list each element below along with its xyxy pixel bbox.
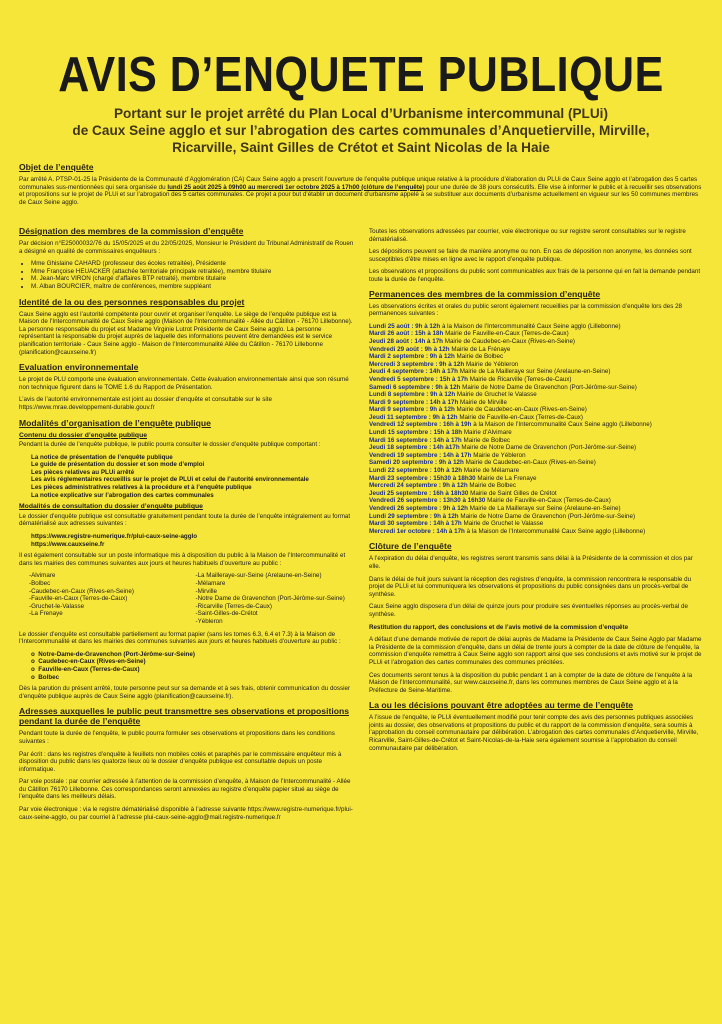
list-item: La notice explicative sur l’abrogation des cartes communales (31, 491, 214, 499)
right-intro-text: Les dépositions peuvent se faire de manière anonyme ou non. En cas de déposition non anonyme, les données sont susceptibles d’être mises en ligne avec le rapport d’enquête publique. (369, 248, 692, 263)
permanence-item (369, 475, 702, 483)
list-item: -Saint-Gilles-de-Crétot (195, 610, 258, 618)
permanence-location: Mairie de La Mailleraye sur Seine (Arelaune-en-Seine) (459, 368, 611, 376)
commission-members (19, 260, 356, 290)
permanence-location: Mairie de Caudebec-en-Caux (Rives-en-Seine) (444, 337, 576, 345)
objet-text: Par arrêté A. PTSP-01-25 la Présidente de la Communauté d’Agglomération (CA) Caux Seine agglo a prescrit l’ouverture de l’enquête publique unique relative à la procédure d’élaboration du PLUi de Caux Seine agglo et l’abrogation des 5 cartes communales sus-mentionnées qui sera organisée du lundi 25 août 2025 à 09h00 au mercredi 1er octobre 2025 à 17h00 (clôture de l’enquête) pour une durée de 38 jours consécutifs. Elle vise à informer le public et à recueillir ses observations et propositions sur le projet de PLUi et sur l’abrogation des 5 cartes communales. Ce projet a pour but d’établir un document d’urbanisme appelé à se substituer aux documents d’urbanisme actuellement en vigueur sur les 50 communes membres de Caux Seine agglo. (19, 176, 702, 206)
section-objet (19, 162, 702, 211)
page-title: AVIS D’ENQUETE PUBLIQUE (58, 47, 664, 103)
communes-right (196, 572, 357, 625)
list-item: • M. Alban BOURCIER, maître de conférences, membre suppléant (31, 283, 356, 291)
permanence-location: Mairie de Bolbec (456, 353, 504, 361)
permanence-date: Vendredi 12 septembre : 16h à 19h (369, 421, 472, 429)
permanence-date: Vendredi 29 août : 9h à 12h (369, 345, 450, 353)
section-evaluation (19, 362, 356, 411)
permanence-location: à la Maison de l’Intercommunalité Caux Seine agglo (Lillebonne) (473, 421, 652, 429)
section-modalites (19, 418, 356, 701)
permanence-location: Mairie de Fauville-en-Caux (Terres-de-Caux) (445, 330, 569, 338)
list-item: Les avis réglementaires recueillis sur le projet de PLUi et celui de l’autorité environnementale (31, 476, 309, 484)
permanence-date: Mardi 2 septembre : 9h à 12h (369, 353, 455, 361)
adresses-heading: Adresses auxquelles le public peut transmettre ses observations et propositions pendant la durée de l’enquête (19, 706, 350, 727)
permanence-date: Mercredi 3 septembre : 9h à 12h (369, 360, 465, 368)
adresses-electronique: Par voie électronique : via le registre dématérialisé disponible à l’adresse suivante https://www.registre-numerique.fr/plui-caux-seine-agglo, ou par courriel à l’adresse plui-caux-seine-agglo@mail.registre-numerique.fr (19, 806, 353, 821)
section-permanences (369, 289, 702, 536)
permanence-item (369, 384, 702, 392)
permanence-item (369, 429, 702, 437)
cloture-text: Ces documents seront tenus à la disposition du public pendant 1 an à compter de la date de clôture de l’enquête à la Maison de l’Intercommunalité, sur www.cauxseine.fr, dans les communes membres de Caux Seine agglo et à la Préfecture de Seine-Maritime. (369, 671, 693, 694)
decisions-text: A l’issue de l’enquête, le PLUi éventuellement modifié pour tenir compte des avis des personnes publiques associées joints au dossier, des observations et propositions du public et du rapport de la commission d’enquête, sera soumis à l’approbation du conseil communautaire par délibération. L’abrogation des cartes communales d’Anquetierville, Mirville, Ricarville, Saint-Gilles-de-Crétot et Saint-Nicolas-de-la-Haie sera également soumise à l’approbation du conseil communautaire par délibération. (369, 714, 699, 752)
url-list (19, 533, 356, 548)
permanence-location: à la Maison de l’Intercommunalité Caux Seine agglo (Lillebonne) (466, 527, 646, 535)
permanence-location: Mairie de Caudebec-en-Caux (Rives-en-Seine) (465, 459, 596, 467)
permanence-location: Mairie de Bolbec (469, 482, 516, 490)
permanence-date: Samedi 20 septembre : 9h à 12h (369, 459, 464, 467)
permanence-location: Mairie de La Frénaye (451, 345, 511, 353)
permanence-date: Lundi 8 septembre : 9h à 12h (369, 391, 456, 399)
subtitle (20, 105, 702, 156)
decisions-heading: La ou les décisions pouvant être adoptées au terme de l’enquête (369, 700, 634, 711)
list-item: -Fauville-en-Caux (Terres-de-Caux) (29, 595, 128, 603)
permanence-date: Vendredi 26 septembre : 9h à 12h (369, 505, 468, 512)
permanence-item (369, 444, 702, 452)
evaluation-heading: Evaluation environnementale (19, 362, 139, 373)
cloture-text: Caux Seine agglo disposera d’un délai de quinze jours pour produire ses éventuelles réponses au procès-verbal de synthèse. (369, 603, 688, 618)
list-item: -Alvimare (29, 572, 56, 580)
permanence-date: Jeudi 25 septembre : 16h à 18h30 (369, 489, 469, 497)
url-link[interactable]: https://www.cauxseine.fr (31, 540, 105, 548)
permanence-location: Mairie de Fauville-en-Caux (Terres-de-Caux) (459, 413, 583, 421)
commission-text: Par décision n°E25000032/76 du 15/05/2025 et du 22/05/2025, Monsieur le Président du Tribunal Administratif de Rouen a désigné en qualité de commissaires enquêteurs : (19, 240, 354, 255)
permanence-item (369, 330, 702, 338)
contenu-list (19, 454, 356, 500)
permanence-location: Mairie de Bolbec (463, 436, 511, 444)
permanence-item (369, 406, 702, 414)
list-item: -Mirville (195, 587, 218, 595)
permanence-item (369, 368, 702, 376)
permanence-date: Lundi 29 septembre : 9h à 12h (369, 512, 459, 520)
header (20, 47, 702, 156)
restitution-heading: Restitution du rapport, des conclusions et de l’avis motivé de la commission d’enquête (369, 623, 629, 631)
cloture-text: A défaut d’une demande motivée de report de délai auprès de Madame la Présidente de Caux Seine Agglo par Madame la Présidente de la commission d’enquête, dans un délai de trente jours à compter de la date de clôture de l’enquête, la commission d’enquête remettra à Caux Seine agglo son rapport ainsi que ses conclusions et avis motivé sur le projet de PLUi et l’abrogation des cartes communales des communes précitées. (369, 636, 702, 666)
permanence-location: à la Maison de l’Intercommunalité Caux Seine agglo (Lillebonne) (441, 322, 621, 330)
papier-list (19, 651, 356, 681)
permanence-date: Mardi 23 septembre : 15h30 à 18h30 (369, 474, 476, 482)
permanence-location: Mairie de Mirville (460, 398, 507, 406)
list-item: o Notre-Dame-de-Gravenchon (Port-Jérôme-sur-Seine) (31, 650, 195, 658)
permanence-location: Mairie de Fauville-en-Caux (Terres-de-Caux) (487, 497, 611, 505)
permanence-item (369, 399, 702, 407)
list-item: o Fauville-en-Caux (Terres-de-Caux) (31, 665, 140, 673)
permanence-date: Mercredi 1er octobre : 14h à 17h (369, 527, 465, 535)
permanence-item (369, 528, 702, 536)
permanence-date: Mardi 26 août : 15h à 18h (369, 330, 444, 338)
list-item: -Notre Dame de Gravenchon (Port-Jérôme-sur-Seine) (195, 595, 345, 603)
list-item: o Caudebec-en-Caux (Rives-en-Seine) (31, 658, 146, 666)
permanence-location: Mairie de Saint Gilles de Crétot (470, 489, 557, 497)
url-link[interactable]: https://www.registre-numerique.fr/plui-caux-seine-agglo (31, 533, 198, 541)
permanence-item (369, 482, 702, 490)
permanence-date: Vendredi 19 septembre : 14h à 17h (369, 451, 472, 459)
permanence-date: Vendredi 26 septembre : 13h30 à 16h30 (369, 497, 486, 505)
permanence-location: Mairie de Notre Dame de Gravenchon (Port-Jérôme-sur-Seine) (461, 444, 637, 452)
permanence-location: Mairie d’Alvimare (463, 429, 512, 437)
left-column (19, 226, 356, 827)
permanence-item (369, 391, 702, 399)
permanence-item (369, 421, 702, 429)
permanence-location: Mairie de Ricarville (Terres-de-Caux) (469, 375, 572, 383)
permanence-item (369, 520, 702, 528)
adresses-text: Pendant toute la durée de l’enquête, le public pourra formuler ses observations et propositions dans les conditions suivantes : (19, 730, 335, 745)
permanence-date: Mardi 9 septembre : 9h à 12h (369, 406, 455, 414)
list-item: -Bolbec (29, 580, 51, 587)
subtitle-line: de Caux Seine agglo et sur l’abrogation des cartes communales d’Anquetierville, Mirville, (72, 123, 650, 138)
list-item: o Bolbec (31, 673, 60, 681)
permanence-location: Mairie de Gruchet le Valasse (456, 391, 537, 399)
subtitle-line: Portant sur le projet arrêté du Plan Local d’Urbanisme intercommunal (PLUi) (113, 106, 608, 121)
list-item: Les pièces administratives relatives à la procédure et à l’enquête publique (31, 484, 252, 492)
permanence-item (369, 353, 702, 361)
list-item: -Mélamare (195, 580, 226, 587)
permanence-date: Jeudi 11 septembre : 9h à 12h (369, 413, 458, 421)
permanence-item (369, 323, 702, 331)
contenu-heading: Contenu du dossier d’enquête publique (19, 431, 148, 439)
contenu-text: Pendant la durée de l’enquête publique, le public pourra consulter le dossier d’enquête publique comportant : (19, 441, 321, 449)
permanence-item (369, 346, 702, 354)
right-intro-text: Les observations et propositions du public sont communicables aux frais de la personne qui en fait la demande pendant toute la durée de l’enquête. (369, 268, 701, 283)
permanence-item (369, 452, 702, 460)
permanence-date: Mercredi 24 septembre : 9h à 12h (369, 482, 468, 490)
commission-heading: Désignation des membres de la commission d’enquête (19, 226, 244, 236)
permanence-date: Jeudi 18 septembre : 14h à17h (369, 444, 460, 452)
consult-heading: Modalités de consultation du dossier d’enquête publique (19, 503, 203, 511)
section-cloture (369, 541, 702, 694)
communes-columns (29, 572, 356, 625)
list-item: -Gruchet-le-Valasse (29, 602, 85, 610)
right-column (369, 228, 702, 758)
permanence-location: Mairie de Yébleron (473, 451, 526, 459)
permanences-heading: Permanences des membres de la commission d’enquête (369, 288, 601, 299)
section-decisions (369, 700, 702, 752)
permanence-date: Lundi 22 septembre : 10h à 12h (369, 467, 463, 475)
identite-text: Caux Seine agglo est l’autorité compétente pour ouvrir et organiser l’enquête. Le siège de l’enquête publique est la Maison de l’Intercommunalité de Caux Seine agglo (Maison de l’Intercommunalité - Allée du Câtillon - 76170 Lillebonne). La personne responsable du projet est Madame Virginie Lutrot Présidente de Caux Seine agglo. La personne représentant la responsable du projet auprès de laquelle des informations peuvent être demandées est le service planification territoriale - Caux Seine agglo - Maison de l’Intercommunalité Allée du Câtillon - 76170 Lillebonne (planification@cauxseine.fr) (19, 310, 353, 356)
cloture-heading: Clôture de l’enquête (369, 541, 452, 552)
permanences-text: Les observations écrites et orales du public seront également recueillies par la commission d’enquête lors des 28 permanences suivantes : (369, 302, 683, 318)
permanence-date: Mardi 16 septembre : 14h à 17h (369, 436, 462, 444)
permanence-location: Mairie de Notre Dame de Gravenchon (Port-Jérôme-sur-Seine) (462, 383, 637, 391)
permanence-date: Mardi 30 septembre : 14h à 17h (369, 520, 462, 528)
permanence-location: Mairie de Yébleron (465, 360, 519, 368)
permanence-date: Jeudi 28 août : 14h à 17h (369, 337, 443, 345)
permanence-date: Lundi 25 août : 9h à 12h (369, 322, 441, 330)
permanence-item (369, 437, 702, 445)
permanence-date: Samedi 6 septembre : 9h à 12h (369, 383, 461, 391)
papier-text: Le dossier d’enquête est consultable partiellement au format papier (sans les tomes 6.3, 6.4 et 7.3) à la Maison de l’Intercommunalité et dans les mairies des communes suivantes aux jours et heures habituels d’ouverture au public : (19, 630, 341, 646)
cloture-text: Dans le délai de huit jours suivant la réception des registres d’enquête, la commission rencontrera le responsable du projet de PLUi et lui communiquera les observations et propositions du public consignées dans un procès-verbal de synthèse. (369, 575, 692, 598)
list-item: Le guide de présentation du dossier et son mode d’emploi (31, 461, 205, 469)
adresses-ecrit: Par écrit : dans les registres d’enquête à feuillets non mobiles cotés et paraphés par le commissaire enquêteur mis à disposition du public dans les quatorze lieux où le dossier d’enquête publique est consultable depuis un poste informatique. (19, 750, 342, 773)
list-item: • M. Jean-Marc VIRON (chargé d’affaires BTP retraité), membre titulaire (31, 275, 356, 283)
adresses-postale: Par voie postale : par courrier adressée à l’attention de la commission d’enquête, à Maison de l’Intercommunalité - Allée du Câtillon 76170 Lillebonne. Ces correspondances seront annexées au registre d’enquête papier situé au siège de l’enquête dans les meilleurs délais. (19, 778, 351, 801)
objet-heading: Objet de l’enquête (19, 162, 94, 172)
parution-text: Dès la parution du présent arrêté, toute personne peut sur sa demande et à ses frais, obtenir communication du dossier d’enquête publique auprès de Caux Seine agglo (planification@cauxseine.fr). (19, 685, 351, 700)
permanence-location: Mairie de Caudebec-en-Caux (Rives-en-Seine) (456, 406, 587, 414)
permanence-date: Jeudi 4 septembre : 14h à 17h (369, 368, 458, 376)
list-item: -Caudebec-en-Caux (Rives-en-Seine) (29, 587, 134, 595)
evaluation-text: Le projet de PLU comporte une évaluation environnementale. Cette évaluation environnementale ainsi que son résumé non technique figurent dans le TOME 1.6 du Rapport de Présentation. (19, 376, 349, 391)
permanence-item (369, 490, 702, 498)
list-item: -La Mailleraye-sur-Seine (Arelaune-en-Seine) (195, 572, 322, 580)
section-commission (19, 226, 356, 291)
permanences-list (369, 323, 702, 536)
permanence-item (369, 505, 702, 513)
list-item: -Ricarville (Terres-de-Caux) (195, 602, 272, 610)
poste-text: Il est également consultable sur un poste informatique mis à disposition du public à la Maison de l’Intercommunalité et dans les mairies des communes suivantes aux jours et heures habituels d’ouverture au public : (19, 552, 346, 567)
permanence-location: Mairie de Notre Dame de Gravenchon (Port-Jérôme-sur-Seine) (460, 512, 636, 520)
list-item: • Mme Ghislaine CAHARD (professeur des écoles retraitée), Présidente (31, 260, 356, 268)
identite-heading: Identité de la ou des personnes responsables du projet (19, 296, 245, 307)
permanence-location: Mairie de Gruchet le Valasse (463, 520, 544, 528)
objet-dates: lundi 25 août 2025 à 09h00 au mercredi 1er octobre 2025 à 17h00 (clôture de l’enquête) (167, 183, 425, 191)
permanence-location: Mairie de Mélamare (463, 467, 520, 475)
list-item: -La Frenaye (29, 610, 63, 618)
permanence-item (369, 338, 702, 346)
permanence-item (369, 459, 702, 467)
permanence-item (369, 414, 702, 422)
list-item: Les pièces relatives au PLUi arrêté (31, 468, 135, 476)
permanence-date: Lundi 15 septembre : 15h à 18h (369, 429, 463, 437)
list-item: • Mme Françoise HEUACKER (attachée territoriale principale retraitée), membre titulaire (31, 268, 356, 276)
list-item: -Yébleron (195, 617, 223, 625)
cloture-text: A l’expiration du délai d’enquête, les registres seront transmis sans délai à la Présidente de la commission et clos par elle. (369, 555, 693, 570)
permanence-item (369, 513, 702, 521)
evaluation-text: L’avis de l’autorité environnementale est joint au dossier d’enquête et consultable sur le site https://www.mrae.developpement-durable.gouv.fr (19, 396, 272, 411)
permanence-date: Vendredi 5 septembre : 15h à 17h (369, 375, 468, 383)
permanence-item (369, 467, 702, 475)
permanence-item (369, 361, 702, 369)
list-item: La notice de présentation de l’enquête publique (31, 453, 173, 461)
right-intro-text: Toutes les observations adressées par courrier, voie électronique ou sur registre seront consultables sur le registre dématérialisé. (369, 228, 686, 243)
modalites-heading: Modalités d’organisation de l’enquête publique (19, 417, 211, 428)
permanence-date: Mardi 9 septembre : 14h à 17h (369, 398, 459, 406)
subtitle-line: Ricarville, Saint Gilles de Crétot et Saint Nicolas de la Haie (172, 140, 550, 155)
section-identite (19, 297, 356, 357)
communes-left (29, 572, 190, 625)
permanence-location: Mairie de La Mailleraye sur Seine (Arelaune-en-Seine) (469, 505, 621, 512)
permanence-item (369, 497, 702, 505)
permanence-location: Mairie de La Frenaye (477, 474, 537, 482)
section-adresses (19, 706, 356, 821)
permanence-item (369, 376, 702, 384)
consult-text: Le dossier d’enquête publique est consultable gratuitement pendant toute la durée de l’enquête intégralement au format dématérialisé aux adresses suivantes : (19, 512, 351, 528)
